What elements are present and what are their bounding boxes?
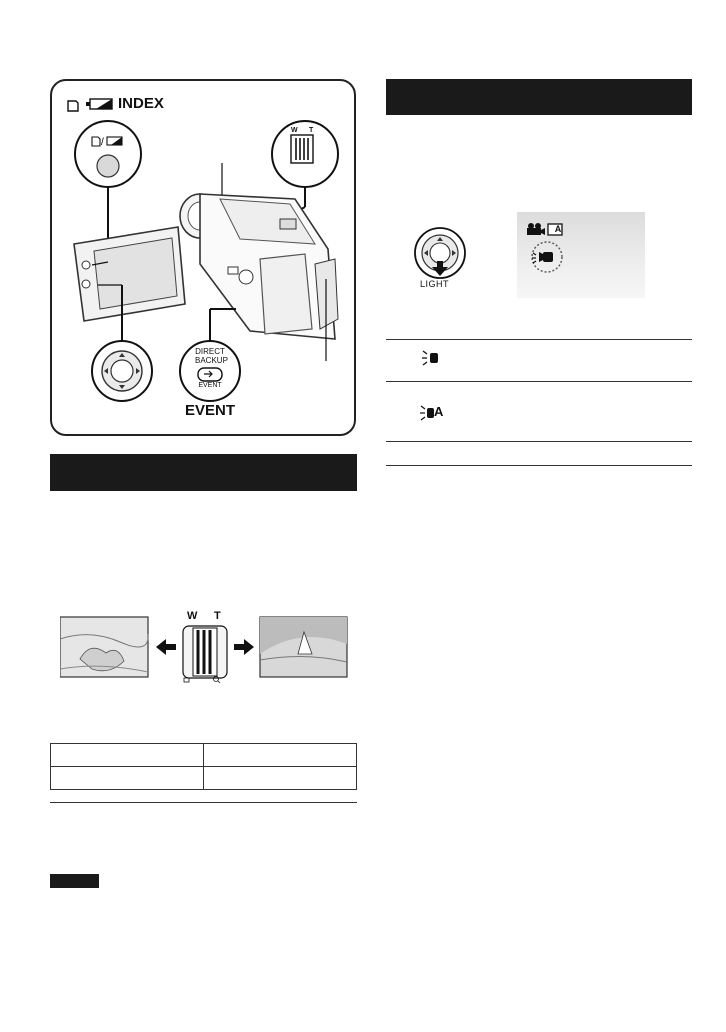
lcd-monitor xyxy=(74,227,185,321)
zoom-w-label: W xyxy=(187,610,198,622)
light-section-header-bar xyxy=(386,79,692,115)
table-cell xyxy=(204,767,357,790)
tele-image-thumbnail xyxy=(260,617,347,677)
lever-t-label: T xyxy=(309,127,314,134)
table-row xyxy=(51,767,357,790)
battery-icon xyxy=(86,99,112,109)
arrow-left-icon xyxy=(156,639,176,655)
light-auto-suffix: A xyxy=(434,404,444,419)
divider xyxy=(386,441,692,442)
video-camera-icon xyxy=(527,223,545,235)
light-label: LIGHT xyxy=(420,279,450,289)
table-row xyxy=(51,744,357,767)
backup-label: BACKUP xyxy=(195,356,228,365)
light-button-figure xyxy=(410,225,470,287)
divider xyxy=(50,802,357,803)
event-small-label: EVENT xyxy=(198,382,222,389)
event-label: EVENT xyxy=(185,402,236,419)
divider xyxy=(386,465,692,466)
screen-mode-label: A xyxy=(554,224,562,234)
arrow-right-icon xyxy=(234,639,254,655)
zoom-table xyxy=(50,743,357,790)
table-cell xyxy=(51,744,204,767)
divider xyxy=(386,339,692,340)
screen-icons xyxy=(517,212,645,298)
light-on-icon xyxy=(422,350,442,366)
index-label: INDEX xyxy=(118,95,164,112)
zoom-figure xyxy=(60,614,350,684)
wide-image-thumbnail xyxy=(60,617,148,677)
table-cell xyxy=(51,767,204,790)
table-cell xyxy=(204,744,357,767)
camcorder-body xyxy=(180,194,338,339)
zoom-section-header-bar xyxy=(50,454,357,491)
lever-w-label: W xyxy=(291,127,298,134)
light-icon xyxy=(532,242,562,272)
light-auto-icon xyxy=(420,405,434,421)
zoom-lever-icon xyxy=(183,626,227,683)
hdd-icon xyxy=(68,101,78,111)
note-badge xyxy=(50,874,99,888)
zoom-t-label: T xyxy=(214,610,221,622)
svg-text:/: / xyxy=(101,137,104,148)
divider xyxy=(386,381,692,382)
direct-label: DIRECT xyxy=(195,347,225,356)
